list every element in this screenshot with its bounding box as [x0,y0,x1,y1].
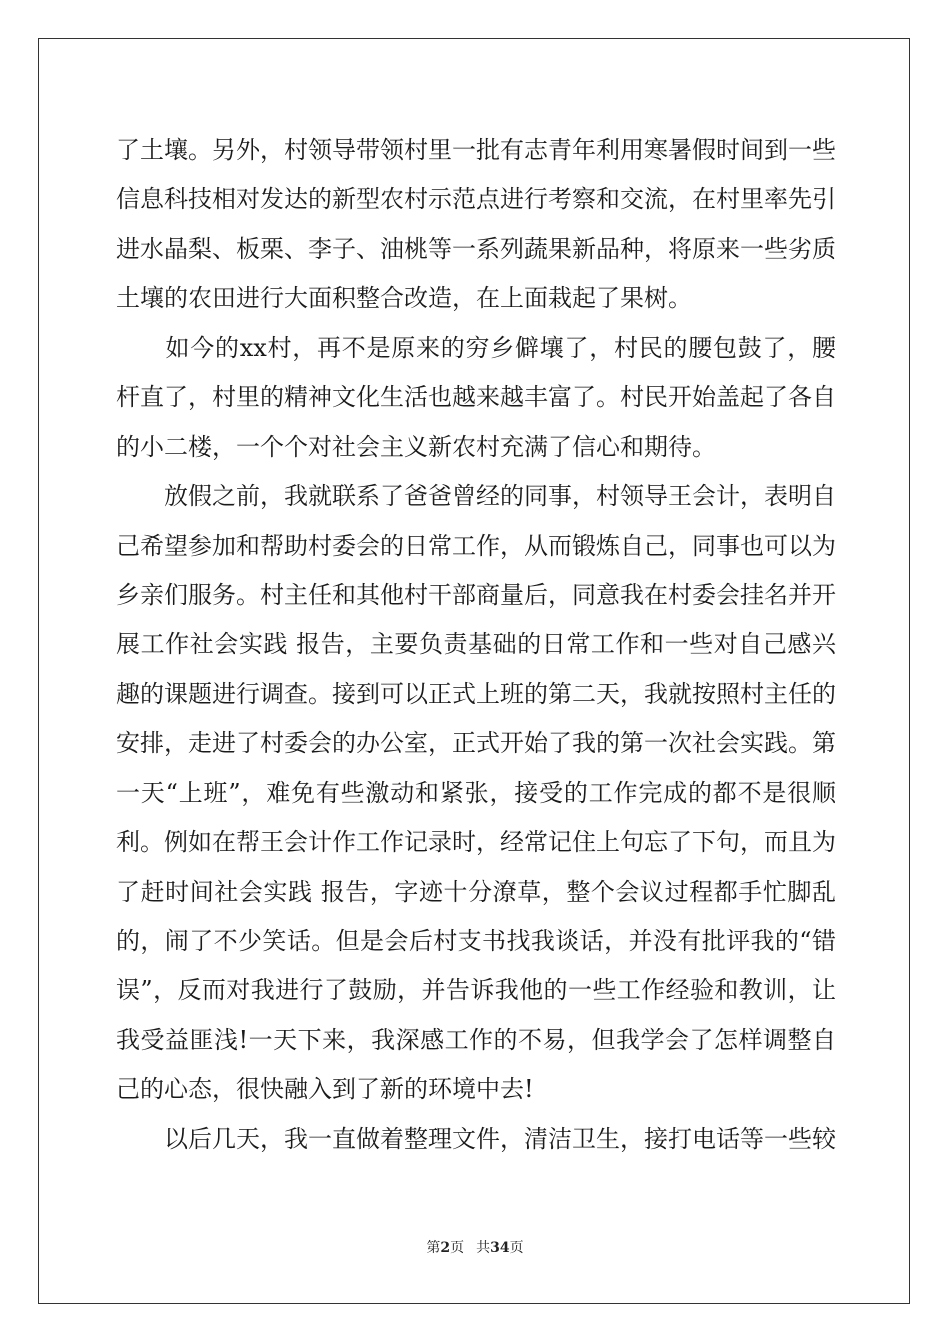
text-line: 以后几天，我一直做着整理文件，清洁卫生，接打电话等一些较 [116,1124,836,1153]
total-suffix: 页 [509,1240,524,1256]
text-line: 趣的课题进行调查。接到可以正式上班的第二天，我就按照村主任的 [116,679,836,708]
text-line: 的小二楼，一个个对社会主义新农村充满了信心和期待。 [116,432,716,461]
text-line: 己希望参加和帮助村委会的日常工作，从而锻炼自己，同事也可以为 [116,531,836,560]
text-line: 我受益匪浅!一天下来，我深感工作的不易，但我学会了怎样调整自 [116,1025,836,1054]
total-prefix: 共 [476,1240,491,1256]
page-footer [0,1238,950,1258]
page-prefix: 第 [426,1240,441,1256]
text-line: 土壤的农田进行大面积整合改造，在上面栽起了果树。 [116,284,692,313]
text-line: 放假之前，我就联系了爸爸曾经的同事，村领导王会计，表明自 [116,482,836,511]
text-line: 误”，反而对我进行了鼓励，并告诉我他的一些工作经验和教训，让 [116,976,836,1005]
text-line: 的，闹了不少笑话。但是会后村支书找我谈话，并没有批评我的“错 [116,927,836,955]
text-line: 安排，走进了村委会的办公室，正式开始了我的第一次社会实践。第 [116,729,836,758]
text-line: 利。例如在帮王会计作工作记录时，经常记住上句忘了下句，而且为 [116,828,836,857]
page-current: 2 [440,1240,451,1256]
text-line: 了赶时间社会实践 报告，字迹十分潦草，整个会议过程都手忙脚乱 [116,877,836,906]
text-line: 信息科技相对发达的新型农村示范点进行考察和交流，在村里率先引 [116,185,836,214]
text-line: 己的心态，很快融入到了新的环境中去! [116,1075,534,1104]
text-line: 如今的xx村，再不是原来的穷乡僻壤了，村民的腰包鼓了，腰 [116,333,836,362]
text-line: 进水晶梨、板栗、李子、油桃等一系列蔬果新品种，将原来一些劣质 [116,234,836,263]
page-suffix: 页 [450,1240,465,1256]
text-line: 一天“上班”，难免有些激动和紧张，接受的工作完成的都不是很顺 [116,778,836,807]
text-line: 展工作社会实践 报告，主要负责基础的日常工作和一些对自己感兴 [116,630,836,659]
text-line: 杆直了，村里的精神文化生活也越来越丰富了。村民开始盖起了各自 [116,383,836,412]
document-body [116,126,836,1164]
text-line: 乡亲们服务。村主任和其他村干部商量后，同意我在村委会挂名并开 [116,580,836,609]
page-total: 34 [490,1240,510,1256]
text-line: 了土壤。另外，村领导带领村里一批有志青年利用寒暑假时间到一些 [116,136,836,164]
